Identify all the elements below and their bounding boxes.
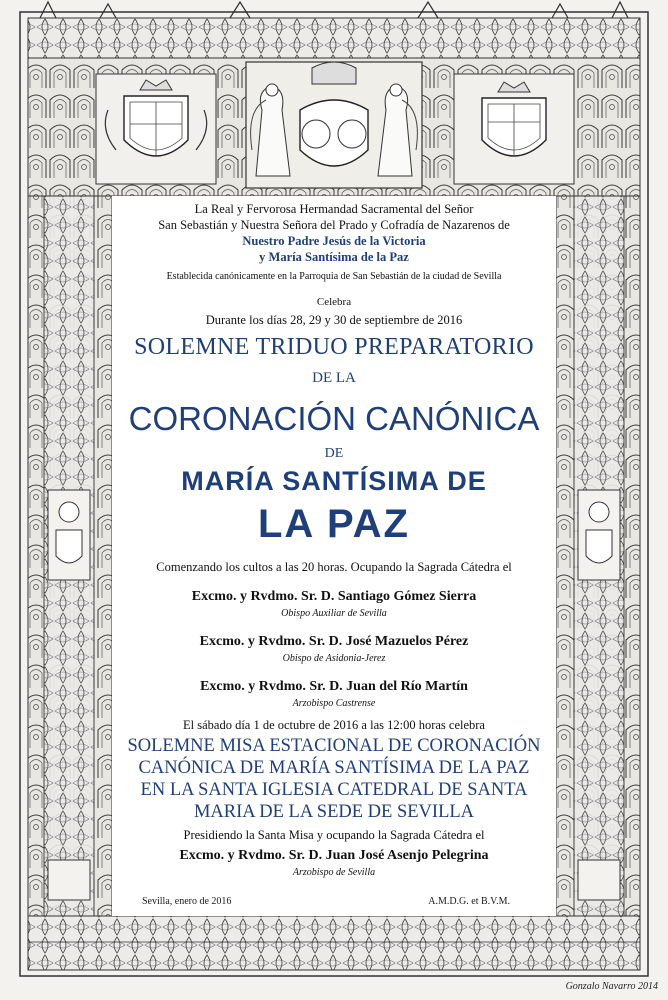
celebrant-role: Arzobispo de Sevilla xyxy=(292,867,376,878)
brotherhood-line-2: San Sebastián y Nuestra Señora del Prado y Cofradía de Nazarenos de xyxy=(158,218,510,232)
right-coat-of-arms xyxy=(454,74,574,184)
mass-line-1: SOLEMNE MISA ESTACIONAL DE CORONACIÓN xyxy=(127,736,541,756)
mass-line-4: MARIA DE LA SEDE DE SEVILLA xyxy=(193,802,475,822)
triduo-dates: Durante los días 28, 29 y 30 de septiembre de 2016 xyxy=(205,313,463,327)
title-line-1: SOLEMNE TRIDUO PREPARATORIO xyxy=(134,334,534,360)
place-date-text: Sevilla, enero de 2016 xyxy=(142,896,232,907)
brotherhood-line-4: y María Santísima de la Paz xyxy=(259,250,409,264)
title-line-4: DE xyxy=(324,446,344,461)
artist-signature: Gonzalo Navarro 2014 xyxy=(565,981,658,992)
title-line-2: DE LA xyxy=(312,370,356,386)
preacher-1-name: Excmo. y Rvdmo. Sr. D. Santiago Gómez Sierra xyxy=(191,589,477,604)
title-line-6: LA PAZ xyxy=(258,502,410,546)
preacher-3-role: Arzobispo Castrense xyxy=(292,698,376,709)
central-relief-angels xyxy=(246,62,422,188)
title-line-3: CORONACIÓN CANÓNICA xyxy=(128,400,540,437)
brotherhood-line-3: Nuestro Padre Jesús de la Victoria xyxy=(242,234,426,248)
preacher-2-role: Obispo de Asidonia-Jerez xyxy=(282,653,386,664)
left-coat-of-arms xyxy=(96,74,216,184)
celebra-text: Celebra xyxy=(316,296,352,308)
mass-intro-text: El sábado día 1 de octubre de 2016 a las 12:00 horas celebra xyxy=(183,718,485,732)
mass-line-3: EN LA SANTA IGLESIA CATEDRAL DE SANTA xyxy=(140,780,528,800)
motto-text: A.M.D.G. et B.V.M. xyxy=(428,896,510,907)
text-panel xyxy=(112,196,556,916)
preacher-3-name: Excmo. y Rvdmo. Sr. D. Juan del Río Martín xyxy=(200,679,468,694)
mass-presiding-text: Presidiendo la Santa Misa y ocupando la Sagrada Cátedra el xyxy=(183,828,485,842)
brotherhood-line-1: La Real y Fervorosa Hermandad Sacramental del Señor xyxy=(194,202,474,216)
established-text: Establecida canónicamente en la Parroquia de San Sebastián de la ciudad de Sevilla xyxy=(166,271,502,282)
right-column xyxy=(556,196,640,916)
worship-start-text: Comenzando los cultos a las 20 horas. Ocupando la Sagrada Cátedra el xyxy=(156,560,512,574)
celebrant-name: Excmo. y Rvdmo. Sr. D. Juan José Asenjo Pelegrina xyxy=(179,848,489,863)
mass-line-2: CANÓNICA DE MARÍA SANTÍSIMA DE LA PAZ xyxy=(138,758,530,778)
title-line-5: MARÍA SANTÍSIMA DE xyxy=(181,466,487,496)
left-column xyxy=(28,196,112,916)
bottom-frieze xyxy=(28,916,640,970)
preacher-2-name: Excmo. y Rvdmo. Sr. D. José Mazuelos Pérez xyxy=(199,634,469,649)
preacher-1-role: Obispo Auxiliar de Sevilla xyxy=(281,608,387,619)
